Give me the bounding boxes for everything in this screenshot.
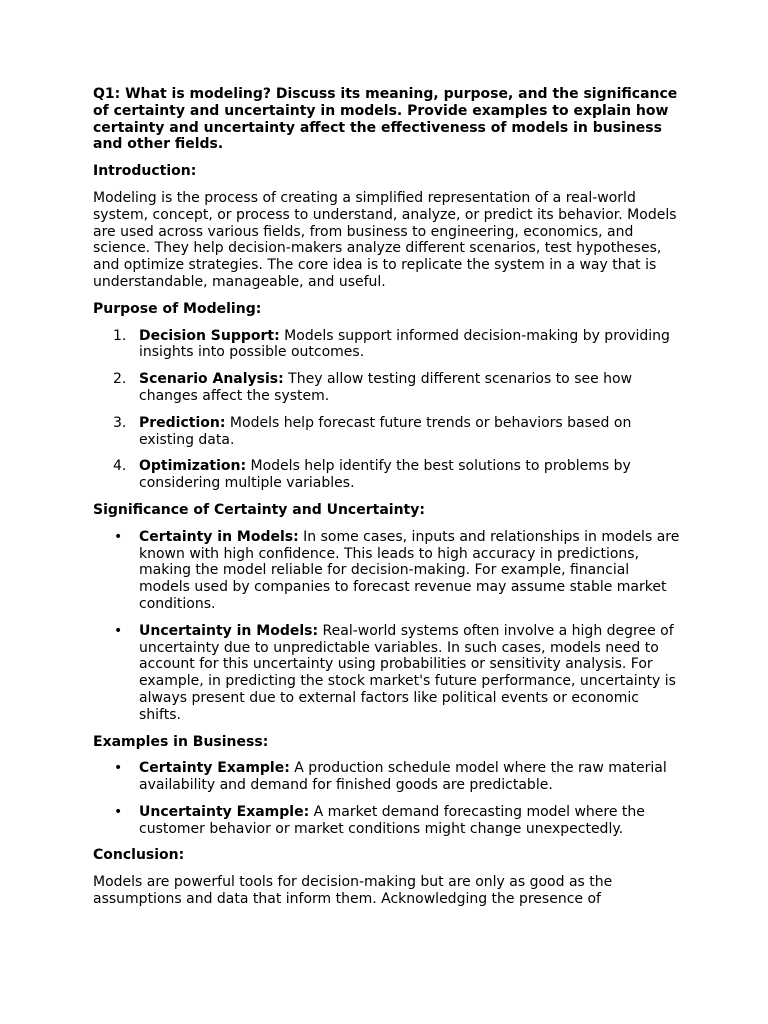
item-lead: Uncertainty Example: xyxy=(139,803,310,820)
item-lead: Certainty Example: xyxy=(139,760,290,777)
item-text: In some cases, inputs and relationships in models are known with high confidence. This leads to high accuracy in predictions, making the model reliable for decision-making. For example, financial models used by companies to forecast revenue may assume stable market conditions. xyxy=(139,528,680,612)
purpose-list xyxy=(93,328,683,492)
document-content xyxy=(93,86,683,918)
bullet-icon: • xyxy=(114,760,123,777)
question-text: Q1: What is modeling? Discuss its meaning, purpose, and the significance of certainty and uncertainty in models. Provide examples to explain how certainty and uncertainty affect the effectiveness of models in business and other fields. xyxy=(93,86,678,153)
list-number: 3. xyxy=(113,414,127,431)
purpose-heading: Purpose of Modeling: xyxy=(93,300,262,317)
introduction-heading: Introduction: xyxy=(93,163,197,180)
item-lead: Optimization: xyxy=(139,458,247,475)
examples-heading: Examples in Business: xyxy=(93,733,269,750)
item-lead: Decision Support: xyxy=(139,327,280,344)
item-text: They allow testing different scenarios to see how changes affect the system. xyxy=(139,371,633,404)
purpose-item-optimization xyxy=(93,458,683,492)
list-number: 4. xyxy=(113,458,127,475)
example-item-certainty xyxy=(93,760,683,794)
conclusion-heading: Conclusion: xyxy=(93,847,185,864)
item-lead: Certainty in Models: xyxy=(139,528,299,545)
list-number: 2. xyxy=(113,371,127,388)
example-item-uncertainty xyxy=(93,804,683,838)
bullet-icon: • xyxy=(114,528,123,545)
purpose-item-decision-support xyxy=(93,328,683,362)
purpose-item-scenario-analysis xyxy=(93,371,683,405)
item-lead: Prediction: xyxy=(139,414,226,431)
significance-list xyxy=(93,529,683,724)
item-lead: Uncertainty in Models: xyxy=(139,622,319,639)
introduction-paragraph: Modeling is the process of creating a simplified representation of a real-world system, concept, or process to understand, analyze, or predict its behavior. Models are used across various fields, from business to engineering, economics, and science. They help decision-makers analyze different scenarios, test hypotheses, and optimize strategies. The core idea is to replicate the system in a way that is understandable, manageable, and useful. xyxy=(93,189,677,290)
item-text: A market demand forecasting model where the customer behavior or market conditions might change unexpectedly. xyxy=(139,803,645,837)
item-text: Models help identify the best solutions to problems by considering multiple variables. xyxy=(139,458,631,492)
conclusion-paragraph: Models are powerful tools for decision-making but are only as good as the assumptions and data that inform them. Acknowledging the presence of xyxy=(93,874,613,908)
significance-heading: Significance of Certainty and Uncertainty: xyxy=(93,501,425,518)
item-text: Models support informed decision-making by providing insights into possible outcomes. xyxy=(139,327,670,361)
bullet-icon: • xyxy=(114,803,123,820)
item-text: Models help forecast future trends or behaviors based on existing data. xyxy=(139,414,632,448)
list-number: 1. xyxy=(113,327,127,344)
bullet-icon: • xyxy=(114,622,123,639)
item-text: A production schedule model where the raw material availability and demand for finished goods are predictable. xyxy=(139,760,667,794)
purpose-item-prediction xyxy=(93,415,683,449)
significance-item-uncertainty xyxy=(93,623,683,724)
significance-item-certainty xyxy=(93,529,683,613)
item-lead: Scenario Analysis: xyxy=(139,371,284,388)
examples-list xyxy=(93,760,683,837)
item-text: Real-world systems often involve a high degree of uncertainty due to unpredictable variables. In such cases, models need to account for this uncertainty using probabilities or sensitivity analysis. For example, in predicting the stock market's future performance, uncertainty is always present due to external factors like political events or economic shifts. xyxy=(139,622,676,723)
